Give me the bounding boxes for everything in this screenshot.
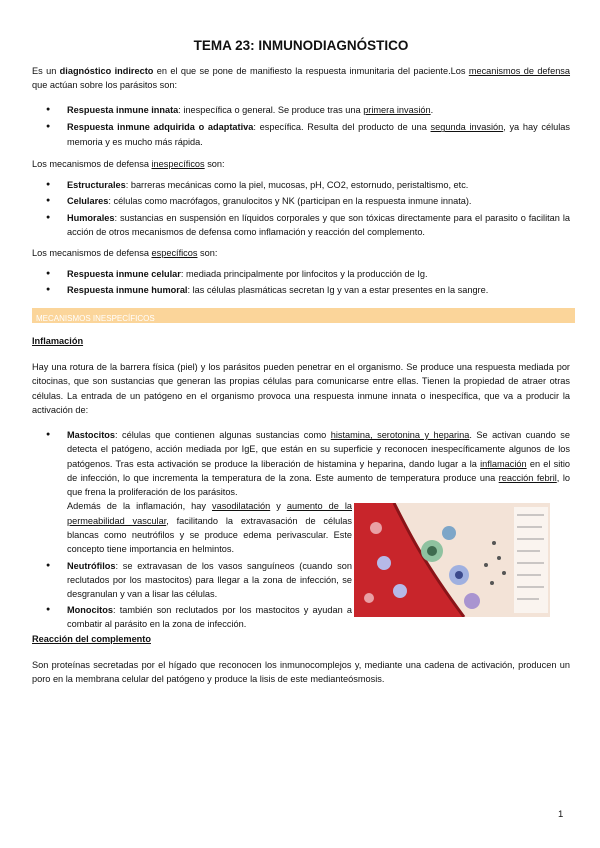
list-item: ● Respuesta inmune innata: inespecífica o general. Se produce tras una primera invasión. <box>32 103 570 117</box>
list-item-monocitos: ● Monocitos: también son reclutados por los mastocitos y ayudan a combatir al parásito en la zona de infección. <box>32 603 352 632</box>
list-item-neutrofilos: ● Neutrófilos: se extravasan de los vasos sanguíneos (cuando son reclutados por los mastocitos) para llegar a la zona de infección, se desgranulan y van a lisar las células. <box>32 559 352 602</box>
complement-paragraph: Son proteínas secretadas por el hígado que reconocen los inmunocomplejos y, mediante una cadena de activación, producen un poro en la membrana celular del patógeno y produce la lisis de este medianteósmosis. <box>32 660 570 685</box>
list-item: ● Celulares: células como macrófagos, granulocitos y NK (participan en la respuesta inmune innata). <box>32 194 570 208</box>
list-item-mastocitos: ● Mastocitos: células que contienen algunas sustancias como histamina, serotonina y heparina. Se activan cuando se detecta el patógeno, acción mediada por IgE, que están en su superficie y reconocen inespecíficamente algunos de los patógenos. Tras esta activación se produce la liberación de histamina y heparina, dando lugar a la inflamación en el sitio de infección, lo que incrementa la temperatura de la zona. Este aumento de temperatura produce una reacción febril, lo que frena la proliferación de los parásitos. Además de la inflamación, hay vasodilatación y aumento de la permeabilidad vascular, facilitando la extravasación de células blancas como neutrófilos y se produce edema perivascular. Este concepto tiene importancia en helmintos. <box>32 428 570 557</box>
list-item: ● Estructurales: barreras mecánicas como la piel, mucosas, pH, CO2, estornudo, peristaltismo, etc. <box>32 178 570 192</box>
list-item: ● Humorales: sustancias en suspensión en líquidos corporales y que son tóxicas directamente para el parasito o facilitan la acción de otros mecanismos de defensa como inflamación y reacción del complemento. <box>32 211 570 240</box>
complement-heading: Reacción del complemento <box>32 634 151 644</box>
specific-intro: Los mecanismos de defensa específicos son: <box>32 248 218 258</box>
list-item: ● Respuesta inmune humoral: las células plasmáticas secretan Ig y van a estar presentes en la sangre. <box>32 283 570 297</box>
list-item: ● Respuesta inmune celular: mediada principalmente por linfocitos y la producción de Ig. <box>32 267 570 281</box>
intro-paragraph: Es un diagnóstico indirecto en el que se pone de manifiesto la respuesta inmunitaria del paciente.Los mecanismos de defensa que actúan sobre los parásitos son: <box>32 66 571 91</box>
inflammation-heading: Inflamación <box>32 336 84 346</box>
page-number: 1 <box>558 809 564 820</box>
defense-mechanisms-list <box>32 103 570 149</box>
specific-list <box>32 267 570 298</box>
nonspecific-list <box>32 178 570 239</box>
inflammation-paragraph: Hay una rotura de la barrera física (piel) y los parásitos pueden penetrar en el organismo. Se produce una respuesta mediada por citocinas, que son sustancias que generan las propias células para comunicarse entre ellas. Tienen la propiedad de atraer otras células. La entrada de un patógeno en el organismo provoca una respuesta inmune innata o inespecífica, que va a producir la activación de: <box>32 362 570 415</box>
list-item: ● Respuesta inmune adquirida o adaptativa: específica. Resulta del producto de una segunda invasión, ya hay células memoria y es mucho más rápida. <box>32 120 570 149</box>
section-band <box>32 308 575 323</box>
page-title: TEMA 23: INMUNODIAGNÓSTICO <box>193 38 409 53</box>
inflammation-illustration <box>354 503 550 617</box>
nonspecific-intro: Los mecanismos de defensa inespecíficos son: <box>32 159 225 169</box>
section-band-label: MECANISMOS INESPECÍFICOS <box>36 314 155 323</box>
